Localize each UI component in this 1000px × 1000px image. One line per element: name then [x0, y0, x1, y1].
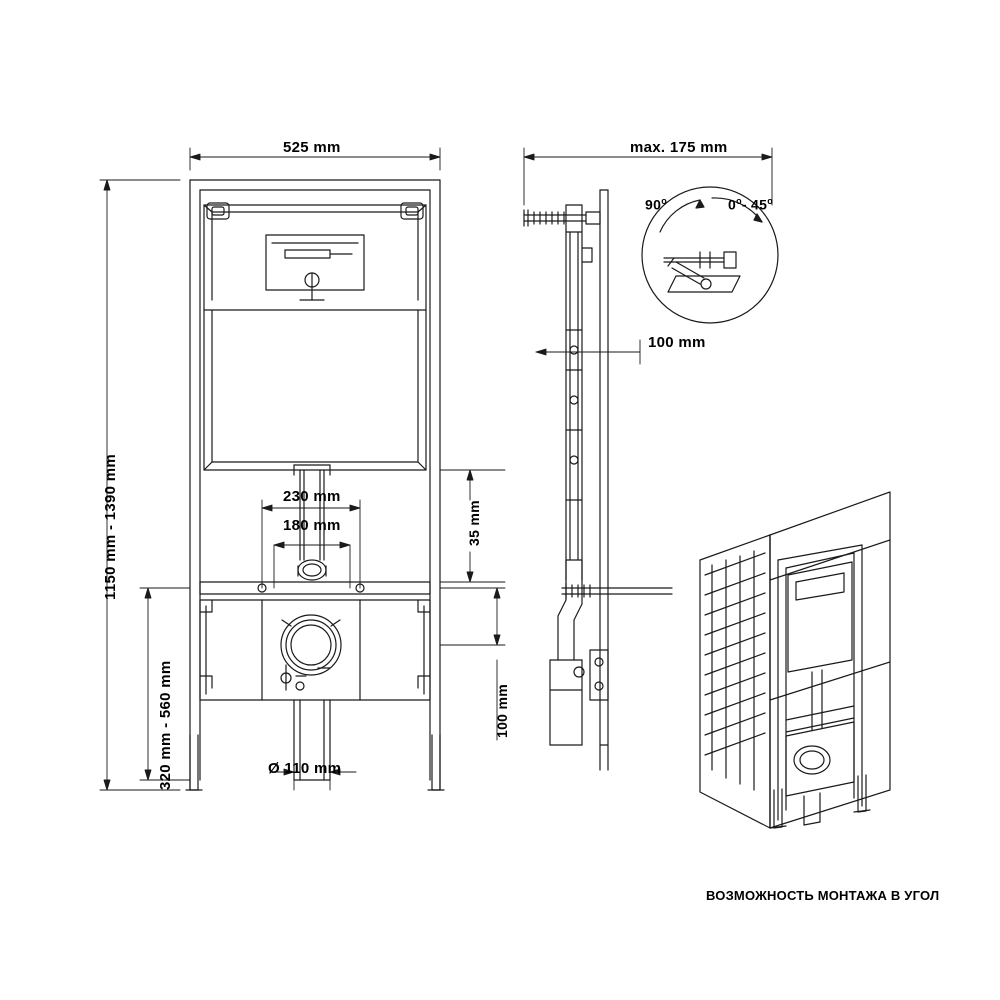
dimension-label-100-front: 100 mm	[494, 684, 510, 738]
dimension-label-total-height: 1150 mm - 1390 mm	[102, 453, 119, 600]
angle-90-value: 90	[645, 196, 662, 213]
dimension-label-180: 180 mm	[283, 517, 341, 534]
dimension-label-lower-height: 320 mm - 560 mm	[157, 660, 174, 790]
dimension-label-230: 230 mm	[283, 488, 341, 505]
angle-label-90	[645, 196, 667, 213]
side-dimensions	[524, 148, 772, 364]
dimension-label-width-top: 525 mm	[283, 139, 341, 156]
dimension-label-max-depth: max. 175 mm	[630, 139, 728, 156]
angle-label-range	[728, 196, 773, 213]
dimension-label-drain-diameter: Ø 110 mm	[268, 760, 342, 777]
dimension-label-100-side: 100 mm	[648, 334, 706, 351]
dimension-label-35: 35 mm	[466, 500, 482, 546]
degree-symbol-45: o	[767, 196, 774, 206]
caption-corner-mounting: ВОЗМОЖНОСТЬ МОНТАЖА В УГОЛ	[706, 888, 940, 903]
side-view-group	[524, 190, 672, 770]
front-view-group	[186, 180, 444, 790]
angle-range-start: 0	[728, 196, 737, 213]
angle-range-end: - 45	[741, 196, 768, 213]
degree-symbol-90: o	[661, 196, 667, 206]
corner-iso-group	[700, 492, 890, 828]
degree-symbol-0: o	[736, 196, 742, 206]
